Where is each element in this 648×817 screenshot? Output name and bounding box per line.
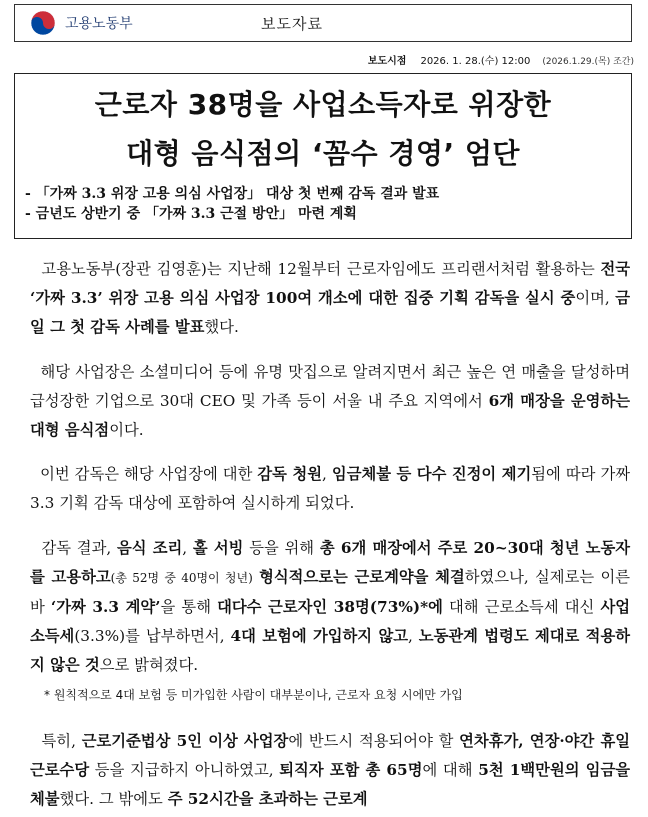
taegeuk-emblem-icon <box>29 9 57 37</box>
paragraph-1: 고용노동부(장관 김영훈)는 지난해 12월부터 근로자임에도 프리랜서처럼 활용하는 전국 ‘가짜 3.3’ 위장 고용 의심 사업장 100여 개소에 대한 집중 기획 감독을 실시 중이며, 금일 그 첫 감독 사례를 발표했다. <box>30 260 630 336</box>
title-box <box>14 73 632 239</box>
headline <box>15 80 631 178</box>
headline-line-1: 근로자 38명을 사업소득자로 위장한 <box>94 88 552 121</box>
paragraph-5: 특히, 근로기준법상 5인 이상 사업장에 반드시 적용되어야 할 연차휴가, 연장·야간 휴일근로수당 등을 지급하지 아니하였고, 퇴직자 포함 총 65명에 대해 5천 1백만원의 임금을 체불했다. 그 밖에도 주 52시간을 초과하는 근로계 <box>30 732 631 808</box>
document-type: 보도자료 <box>261 14 323 33</box>
release-info <box>0 52 634 67</box>
paragraph-3: 이번 감독은 해당 사업장에 대한 감독 청원, 임금체불 등 다수 진정이 제기됨에 따라 가짜 3.3 기획 감독 대상에 포함하여 실시하게 되었다. <box>30 465 631 512</box>
headline-line-2: 대형 음식점의 ‘꼼수 경영’ 엄단 <box>126 137 520 170</box>
header-box <box>14 4 632 42</box>
subheadline-2: - 금년도 상반기 중 「가짜 3.3 근절 방안」 마련 계획 <box>25 206 357 222</box>
embargo-note: (2026.1.29.(목) 조간) <box>542 57 634 67</box>
ministry-name: 고용노동부 <box>65 16 133 32</box>
paragraph-4: 감독 결과, 음식 조리, 홀 서빙 등을 위해 총 6개 매장에서 주로 20~30대 청년 노동자를 고용하고(총 52명 중 40명이 청년) 형식적으로는 근로계약을 체결하였으나, 실제로는 이른바 ‘가짜 3.3 계약’을 통해 대다수 근로자인 38명(73%)*에 대해 근로소득세 대신 사업소득세(3.3%)를 납부하면서, 4대 보험에 가입하지 않고, 노동관계 법령도 제대로 적용하지 않은 것으로 밝혀졌다. <box>30 539 631 674</box>
subheadlines <box>15 184 631 224</box>
paragraph-2: 해당 사업장은 소셜미디어 등에 유명 맛집으로 알려지면서 최근 높은 연 매출을 달성하며 급성장한 기업으로 30대 CEO 및 가족 등이 서울 내 주요 지역에서 6개 매장을 운영하는 대형 음식점이다. <box>30 363 631 439</box>
release-time: 2026. 1. 28.(수) 12:00 <box>420 56 531 67</box>
footnote: * 원칙적으로 4대 보험 등 미가입한 사람이 대부분이나, 근로자 요청 시에만 가입 <box>44 688 463 702</box>
release-label: 보도시점 <box>367 56 407 67</box>
ministry-logo <box>15 9 205 37</box>
subheadline-1: - 「가짜 3.3 위장 고용 의심 사업장」 대상 첫 번째 감독 결과 발표 <box>25 186 440 202</box>
